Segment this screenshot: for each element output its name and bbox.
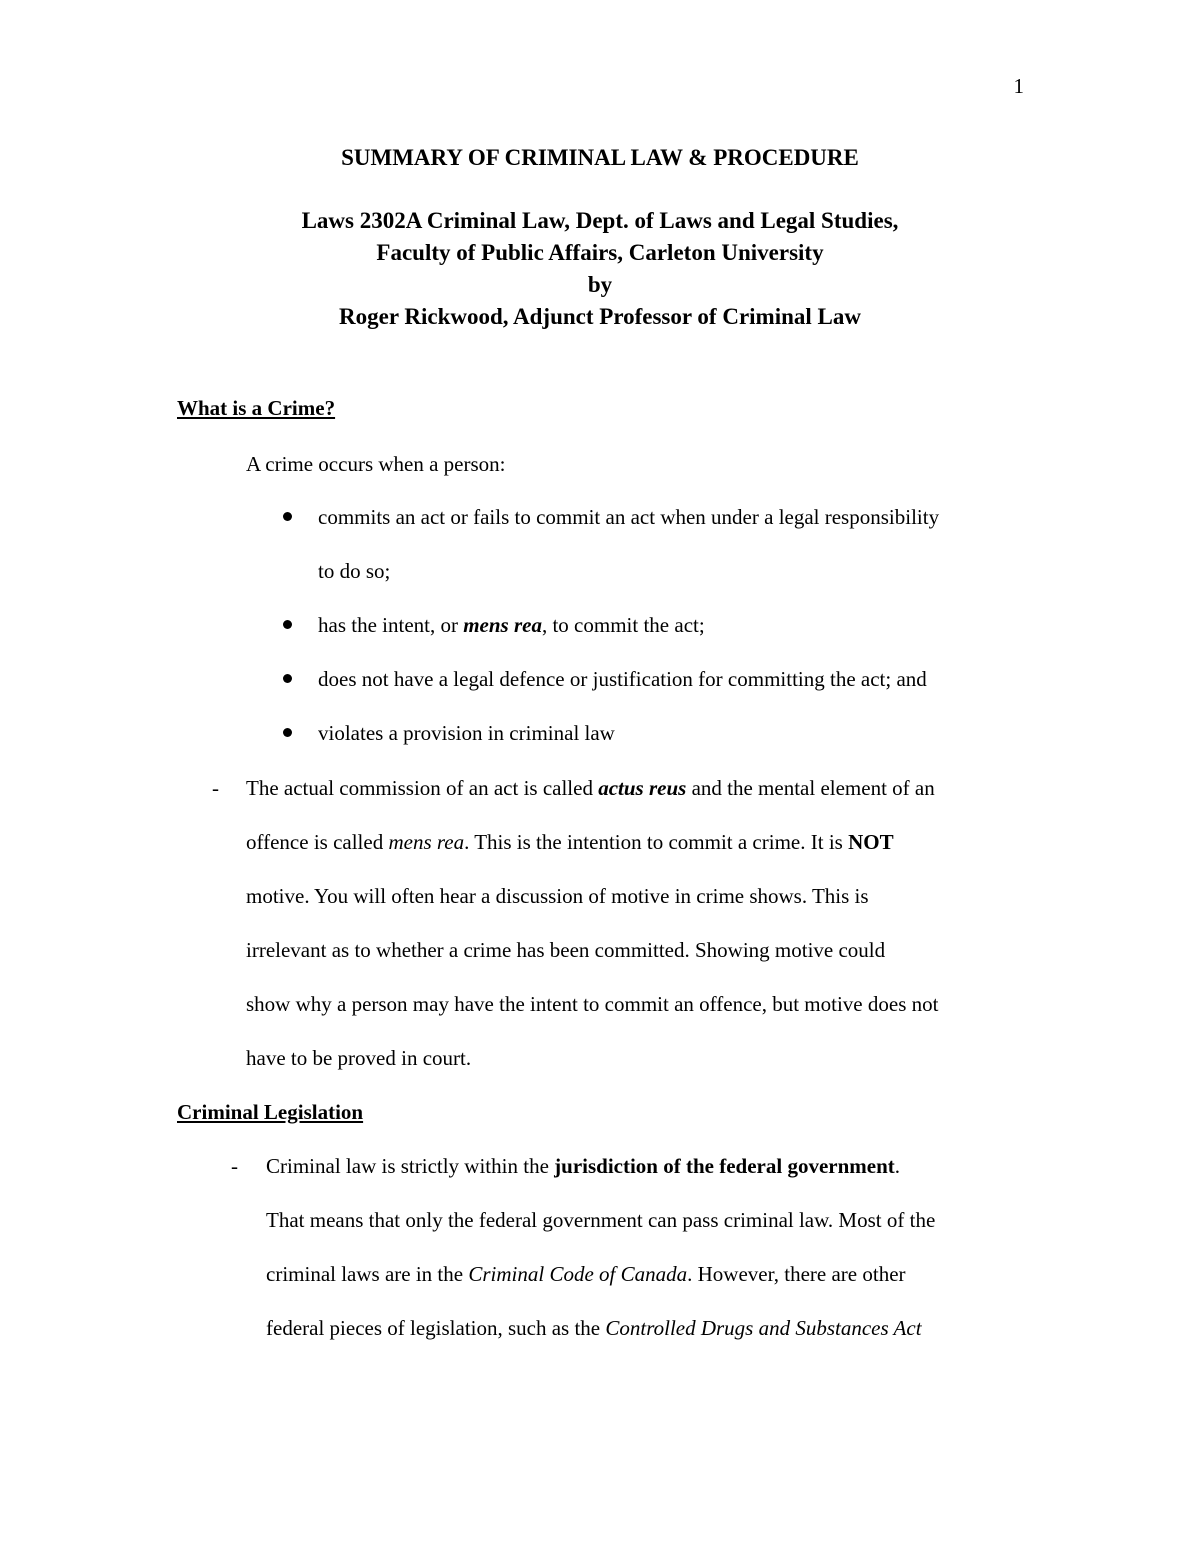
para2-line-1 bbox=[266, 1154, 900, 1179]
page-number: 1 bbox=[1013, 74, 1024, 98]
bullet-2-pre: has the intent, or bbox=[318, 613, 464, 637]
dash-marker: - bbox=[212, 776, 219, 800]
para2-l1-post: . bbox=[894, 1154, 900, 1178]
para1-line-1 bbox=[246, 776, 935, 801]
subtitle-line-2: Faculty of Public Affairs, Carleton University bbox=[376, 240, 824, 265]
para2-l1-pre: Criminal law is strictly within the bbox=[266, 1154, 555, 1178]
bullet-icon bbox=[283, 674, 292, 683]
para1-l1-post: and the mental element of an bbox=[686, 776, 935, 800]
para1-line-2 bbox=[246, 830, 894, 855]
para1-line-3: motive. You will often hear a discussion of motive in crime shows. This is bbox=[246, 884, 869, 908]
para1-line-5: show why a person may have the intent to commit an offence, but motive does not bbox=[246, 992, 939, 1016]
bullet-icon bbox=[283, 620, 292, 629]
bullet-2-post: , to commit the act; bbox=[541, 613, 705, 637]
para2-line-2: That means that only the federal government can pass criminal law. Most of the bbox=[266, 1208, 936, 1232]
para1-line-6: have to be proved in court. bbox=[246, 1046, 472, 1070]
bullet-1-line-2: to do so; bbox=[318, 559, 391, 583]
bullet-icon bbox=[283, 512, 292, 521]
dash-marker: - bbox=[231, 1154, 238, 1178]
para2-l4-pre: federal pieces of legislation, such as the bbox=[266, 1316, 606, 1340]
para1-l1-term: actus reus bbox=[598, 776, 687, 800]
para2-line-4 bbox=[266, 1316, 922, 1341]
subtitle-line-3: by bbox=[587, 272, 613, 297]
bullet-4: violates a provision in criminal law bbox=[318, 721, 615, 745]
crime-intro: A crime occurs when a person: bbox=[246, 452, 506, 476]
subtitle-line-4: Roger Rickwood, Adjunct Professor of Criminal Law bbox=[339, 304, 861, 329]
para2-l3-post: . However, there are other bbox=[687, 1262, 906, 1286]
para1-l1-pre: The actual commission of an act is called bbox=[246, 776, 599, 800]
bullet-1-line-1: commits an act or fails to commit an act when under a legal responsibility bbox=[318, 505, 940, 529]
bullet-2-term: mens rea bbox=[463, 613, 542, 637]
bullet-2 bbox=[318, 613, 705, 638]
para1-l2-pre: offence is called bbox=[246, 830, 389, 854]
para1-l2-term: mens rea bbox=[388, 830, 465, 854]
para2-line-3 bbox=[266, 1262, 906, 1287]
para2-l1-strong: jurisdiction of the federal government bbox=[554, 1154, 895, 1178]
section-heading-what-is-a-crime: What is a Crime? bbox=[177, 396, 336, 420]
bullet-3: does not have a legal defence or justification for committing the act; and bbox=[318, 667, 927, 691]
para2-l3-pre: criminal laws are in the bbox=[266, 1262, 469, 1286]
para1-l2-mid: . This is the intention to commit a crime. It is bbox=[464, 830, 849, 854]
document-title: SUMMARY OF CRIMINAL LAW & PROCEDURE bbox=[341, 145, 859, 170]
para2-l4-term: Controlled Drugs and Substances Act bbox=[605, 1316, 922, 1340]
para1-line-4: irrelevant as to whether a crime has been committed. Showing motive could bbox=[246, 938, 886, 962]
bullet-icon bbox=[283, 728, 292, 737]
para1-l2-strong: NOT bbox=[848, 830, 894, 854]
section-heading-criminal-legislation: Criminal Legislation bbox=[177, 1100, 364, 1124]
subtitle-line-1: Laws 2302A Criminal Law, Dept. of Laws and Legal Studies, bbox=[301, 208, 899, 233]
para2-l3-term: Criminal Code of Canada bbox=[468, 1262, 688, 1286]
